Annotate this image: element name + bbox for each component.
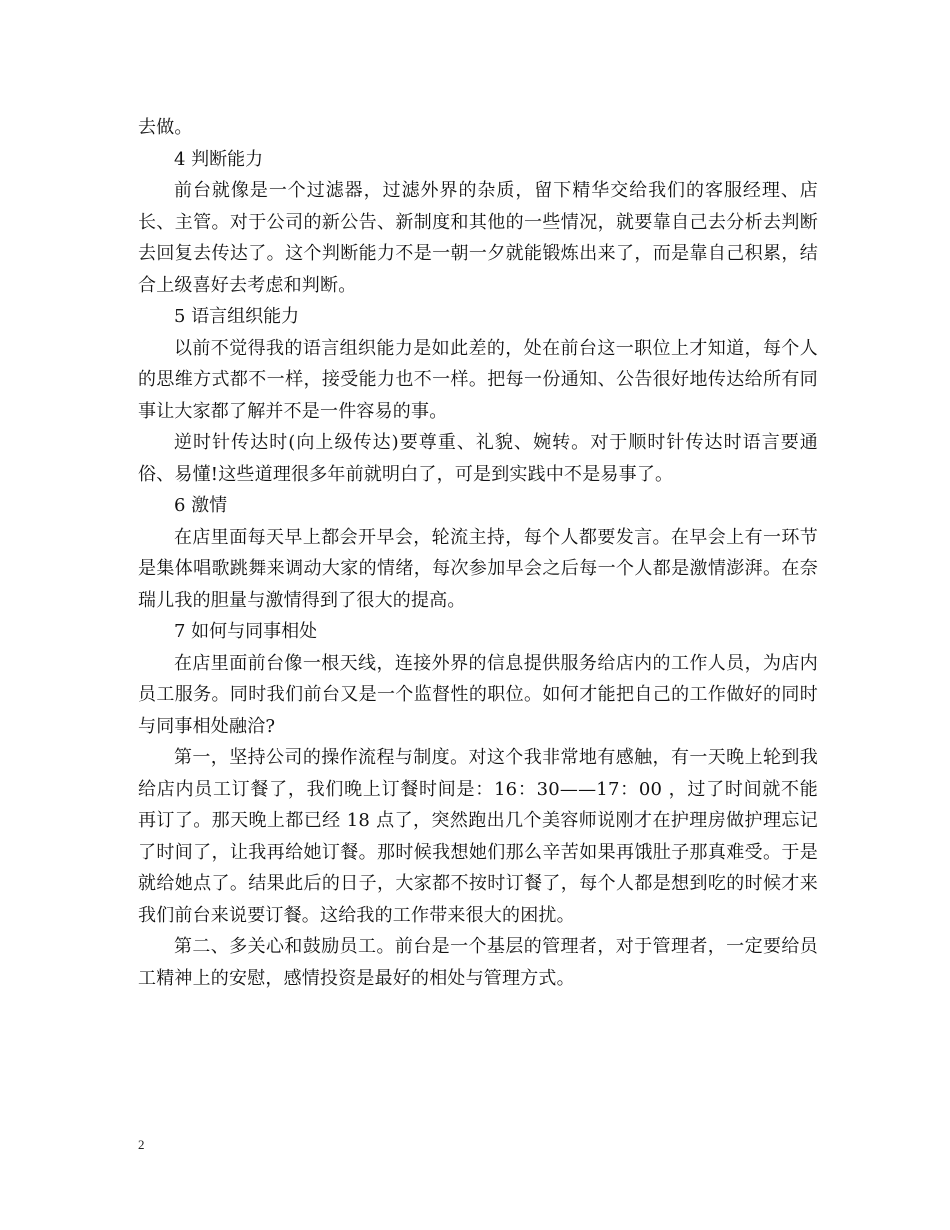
section-heading-colleagues: 7 如何与同事相处 <box>174 621 318 642</box>
paragraph-colleagues-3: 第二、多关心和鼓励员工。前台是一个基层的管理者，对于管理者，一定要给员工精神上的安慰，感情投资是最好的相处与管理方式。 <box>138 936 818 989</box>
paragraph-colleagues-1: 在店里面前台像一根天线，连接外界的信息提供服务给店内的工作人员，为店内员工服务。同时我们前台又是一个监督性的职位。如何才能把自己的工作做好的同时与同事相处融洽? <box>138 652 818 737</box>
paragraph-continuation: 去做。 <box>138 117 193 138</box>
paragraph-judgment: 前台就像是一个过滤器，过滤外界的杂质，留下精华交给我们的客服经理、店长、主管。对于公司的新公告、新制度和其他的一些情况，就要靠自己去分析去判断去回复去传达了。这个判断能力不是一朝一夕就能锻炼出来了，而是靠自己积累，结合上级喜好去考虑和判断。 <box>138 180 818 296</box>
paragraph-passion: 在店里面每天早上都会开早会，轮流主持，每个人都要发言。在早会上有一环节是集体唱歌跳舞来调动大家的情绪，每次参加早会之后每一个人都是激情澎湃。在奈瑞儿我的胆量与激情得到了很大的提高。 <box>138 526 818 611</box>
section-heading-passion: 6 激情 <box>174 495 228 516</box>
paragraph-language-2: 逆时针传达时(向上级传达)要尊重、礼貌、婉转。对于顺时针传达时语言要通俗、易懂!这些道理很多年前就明白了，可是到实践中不是易事了。 <box>138 432 818 485</box>
paragraph-language-1: 以前不觉得我的语言组织能力是如此差的，处在前台这一职位上才知道，每个人的思维方式都不一样，接受能力也不一样。把每一份通知、公告很好地传达给所有同事让大家都了解并不是一件容易的事。 <box>138 337 818 422</box>
paragraph-colleagues-2: 第一，坚持公司的操作流程与制度。对这个我非常地有感触，有一天晚上轮到我给店内员工订餐了，我们晚上订餐时间是：16：30——17：00 ，过了时间就不能再订了。那天晚上都已经 18 点了，突然跑出几个美容师说刚才在护理房做护理忘记了时间了，让我再给她订餐。那时候我想她们那么辛苦如果再饿肚子那真难受。于是就给她点了。结果此后的日子，大家都不按时订餐了，每个人都是想到吃的时候才来我们前台来说要订餐。这给我的工作带来很大的困扰。 <box>138 747 818 926</box>
section-heading-judgment: 4 判断能力 <box>174 148 264 170</box>
section-heading-language: 5 语言组织能力 <box>174 306 300 327</box>
page-number: 2 <box>138 1137 145 1152</box>
document-body <box>138 112 818 994</box>
